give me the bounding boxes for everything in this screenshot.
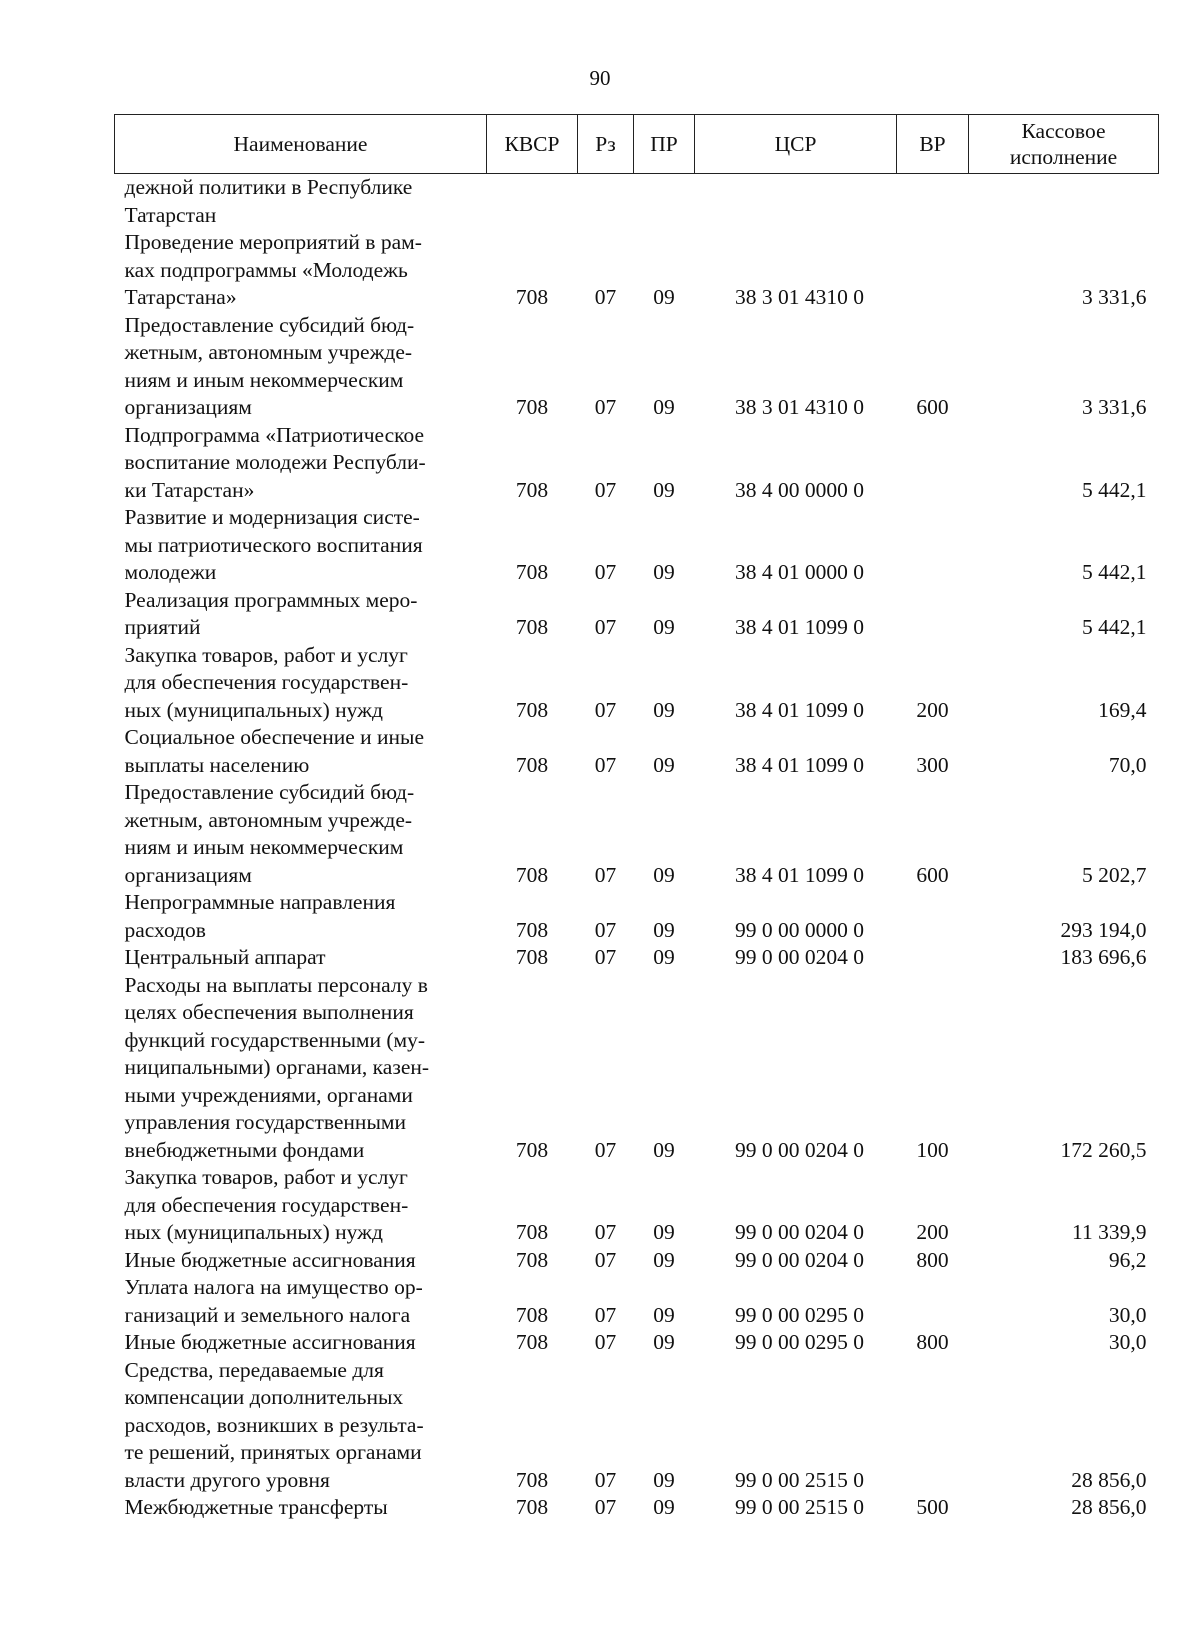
rz-cell: 07	[594, 477, 617, 502]
name-cell	[115, 889, 487, 944]
name-line: Иные бюджетные ассигнования	[124, 1247, 416, 1272]
name-line: управления государственными	[124, 1110, 406, 1134]
pr-cell: 09	[653, 1137, 675, 1162]
page-number: 90	[589, 66, 611, 90]
table-row	[115, 1357, 1159, 1495]
cash-execution-cell: 70,0	[1108, 752, 1147, 777]
header-name: Наименование	[115, 115, 487, 174]
name-line: Развитие и модернизация систе-	[124, 505, 420, 529]
vr-cell: 600	[916, 862, 949, 887]
name-line: расходов	[124, 917, 206, 942]
rz-cell: 07	[594, 1220, 617, 1244]
csr-cell: 38 4 01 0000 0	[735, 560, 864, 584]
csr-cell: 38 3 01 4310 0	[735, 285, 864, 309]
pr-cell: 09	[653, 862, 675, 887]
name-line: организациям	[124, 862, 252, 887]
name-line: для обеспечения государствен-	[124, 1192, 409, 1217]
vr-cell	[897, 422, 969, 505]
table-row	[115, 1274, 1159, 1329]
budget-table	[114, 114, 1159, 1522]
vr-cell: 800	[916, 1330, 949, 1354]
kvsr-cell: 708	[515, 945, 549, 969]
csr-cell: 38 4 01 1099 0	[735, 752, 864, 777]
pr-cell: 09	[653, 1495, 675, 1519]
pr-cell: 09	[653, 697, 675, 722]
name-line: функций государственными (му-	[124, 1027, 426, 1052]
name-cell	[115, 504, 487, 587]
rz-cell: 07	[594, 615, 617, 639]
header-vr: ВР	[897, 115, 969, 174]
name-line: ными учреждениями, органами	[124, 1082, 413, 1107]
csr-cell: 99 0 00 0000 0	[735, 917, 864, 942]
rz-cell: 07	[594, 1247, 617, 1272]
kvsr-cell: 708	[515, 477, 549, 502]
name-line: приятий	[124, 615, 201, 639]
table-row	[115, 1494, 1159, 1522]
rz-cell: 07	[594, 395, 617, 419]
table-row	[115, 422, 1159, 505]
csr-cell: 99 0 00 0295 0	[735, 1330, 864, 1354]
name-cell	[115, 972, 487, 1165]
kvsr-cell: 708	[515, 615, 549, 639]
name-line: жетным, автономным учрежде-	[124, 340, 413, 364]
kvsr-cell: 708	[515, 1247, 549, 1272]
name-line: Закупка товаров, работ и услуг	[124, 1165, 408, 1189]
csr-cell: 99 0 00 0204 0	[735, 1220, 864, 1244]
cash-execution-cell: 172 260,5	[1060, 1137, 1147, 1162]
vr-cell: 100	[916, 1137, 949, 1162]
name-line: те решений, принятых органами	[124, 1440, 422, 1464]
name-line: компенсации дополнительных	[124, 1385, 404, 1409]
name-line: Непрограммные направления	[124, 890, 396, 914]
vr-cell	[897, 174, 969, 230]
name-line: ганизаций и земельного налога	[124, 1302, 411, 1327]
pr-cell: 09	[653, 615, 675, 639]
kvsr-cell: 708	[515, 1220, 549, 1244]
rz-cell: 07	[594, 285, 617, 309]
name-line: Проведение мероприятий в рам-	[124, 230, 422, 254]
rz-cell: 07	[594, 560, 617, 584]
pr-cell: 09	[653, 1302, 675, 1327]
pr-cell: 09	[653, 945, 675, 969]
table-row	[115, 1329, 1159, 1357]
pr-cell: 09	[653, 1467, 675, 1492]
kvsr-cell: 708	[515, 697, 549, 722]
name-line: ках подпрограммы «Молодежь	[124, 257, 408, 282]
kvsr-cell: 708	[515, 917, 549, 942]
rz-cell: 07	[594, 1302, 617, 1327]
rz-cell: 07	[594, 862, 617, 887]
csr-cell: 99 0 00 2515 0	[735, 1467, 864, 1492]
name-line: ки Татарстан»	[124, 477, 255, 502]
name-cell	[115, 1274, 487, 1329]
kvsr-cell: 708	[515, 285, 549, 309]
vr-cell: 200	[916, 697, 949, 722]
table-body	[115, 174, 1159, 1522]
name-line: расходов, возникших в результа-	[124, 1412, 424, 1437]
name-line: дежной политики в Республике	[124, 175, 413, 199]
name-cell	[115, 642, 487, 725]
table-header	[115, 115, 1159, 174]
table-row	[115, 944, 1159, 972]
name-cell	[115, 229, 487, 312]
name-line: Межбюджетные трансферты	[124, 1495, 388, 1519]
header-cash-execution-line2: исполнение	[1009, 145, 1118, 169]
cash-execution-cell: 5 442,1	[1082, 615, 1147, 639]
name-line: для обеспечения государствен-	[124, 670, 409, 694]
cash-execution-cell: 293 194,0	[1060, 917, 1147, 942]
vr-cell	[897, 1357, 969, 1495]
name-line: Закупка товаров, работ и услуг	[124, 642, 408, 667]
kvsr-cell: 708	[515, 862, 549, 887]
csr-cell: 99 0 00 0295 0	[735, 1302, 864, 1327]
name-line: Реализация программных меро-	[124, 587, 418, 612]
rz-cell: 07	[594, 1495, 617, 1519]
name-line: воспитание молодежи Республи-	[124, 450, 426, 474]
cash-execution-cell: 30,0	[1108, 1302, 1147, 1327]
cash-execution-cell	[969, 174, 1159, 230]
kvsr-cell: 708	[515, 395, 549, 419]
kvsr-cell: 708	[515, 1467, 549, 1492]
name-line: Татарстана»	[124, 285, 237, 309]
pr-cell: 09	[653, 395, 675, 419]
cash-execution-cell: 5 202,7	[1082, 862, 1147, 887]
cash-execution-cell: 30,0	[1108, 1330, 1147, 1354]
header-pr: ПР	[634, 115, 695, 174]
vr-cell: 200	[916, 1220, 949, 1244]
name-line: ниям и иным некоммерческим	[124, 835, 404, 859]
name-line: молодежи	[124, 560, 217, 584]
name-cell	[115, 1494, 487, 1522]
cash-execution-cell: 5 442,1	[1082, 560, 1147, 584]
table-row	[115, 779, 1159, 889]
header-kvsr: КВСР	[487, 115, 578, 174]
pr-cell: 09	[653, 1330, 675, 1354]
rz-cell: 07	[594, 945, 617, 969]
csr-cell: 99 0 00 0204 0	[735, 1247, 864, 1272]
cash-execution-cell: 96,2	[1108, 1247, 1147, 1272]
name-line: выплаты населению	[124, 752, 310, 777]
cash-execution-cell: 5 442,1	[1082, 477, 1147, 502]
vr-cell: 600	[916, 395, 949, 419]
name-cell	[115, 174, 487, 230]
name-cell	[115, 779, 487, 889]
header-cash-execution	[969, 115, 1159, 174]
csr-cell: 38 4 00 0000 0	[735, 477, 864, 502]
name-cell	[115, 312, 487, 422]
pr-cell: 09	[653, 1247, 675, 1272]
name-cell	[115, 422, 487, 505]
vr-cell	[897, 889, 969, 944]
name-line: Уплата налога на имущество ор-	[124, 1275, 423, 1299]
cash-execution-cell: 28 856,0	[1071, 1495, 1147, 1519]
pr-cell	[634, 174, 695, 230]
csr-cell: 99 0 00 0204 0	[735, 1137, 864, 1162]
name-line: Социальное обеспечение и иные	[124, 725, 425, 749]
name-line: ных (муниципальных) нужд	[124, 697, 383, 722]
table-row	[115, 1164, 1159, 1247]
name-line: Предоставление субсидий бюд-	[124, 312, 415, 337]
name-cell	[115, 587, 487, 642]
pr-cell: 09	[653, 285, 675, 309]
name-line: ниципальными) органами, казен-	[124, 1055, 430, 1079]
vr-cell	[897, 587, 969, 642]
vr-cell	[897, 944, 969, 972]
name-line: ниям и иным некоммерческим	[124, 367, 404, 392]
table-row	[115, 174, 1159, 230]
table-row	[115, 229, 1159, 312]
table-row	[115, 724, 1159, 779]
pr-cell: 09	[653, 752, 675, 777]
pr-cell: 09	[653, 917, 675, 942]
kvsr-cell: 708	[515, 1330, 549, 1354]
name-line: власти другого уровня	[124, 1467, 330, 1492]
rz-cell: 07	[594, 1137, 617, 1162]
csr-cell: 38 3 01 4310 0	[735, 395, 864, 419]
name-line: Татарстан	[124, 202, 217, 227]
name-line: внебюджетными фондами	[124, 1137, 365, 1162]
kvsr-cell: 708	[515, 560, 549, 584]
csr-cell: 99 0 00 0204 0	[735, 945, 864, 969]
rz-cell	[578, 174, 634, 230]
header-rz: Рз	[578, 115, 634, 174]
table-row	[115, 972, 1159, 1165]
csr-cell: 38 4 01 1099 0	[735, 615, 864, 639]
vr-cell	[897, 504, 969, 587]
name-cell	[115, 724, 487, 779]
table-row	[115, 504, 1159, 587]
name-line: жетным, автономным учрежде-	[124, 807, 413, 832]
table-row	[115, 587, 1159, 642]
rz-cell: 07	[594, 697, 617, 722]
name-line: Расходы на выплаты персоналу в	[124, 972, 428, 997]
name-line: Иные бюджетные ассигнования	[124, 1330, 416, 1354]
name-cell	[115, 1164, 487, 1247]
name-line: Средства, передаваемые для	[124, 1357, 384, 1382]
name-line: целях обеспечения выполнения	[124, 1000, 414, 1024]
cash-execution-cell: 28 856,0	[1071, 1467, 1147, 1492]
vr-cell: 800	[916, 1247, 949, 1272]
name-cell	[115, 944, 487, 972]
vr-cell: 300	[916, 752, 949, 777]
name-cell	[115, 1329, 487, 1357]
vr-cell: 500	[916, 1495, 949, 1519]
pr-cell: 09	[653, 477, 675, 502]
name-cell	[115, 1357, 487, 1495]
vr-cell	[897, 229, 969, 312]
name-line: Предоставление субсидий бюд-	[124, 780, 415, 804]
cash-execution-cell: 169,4	[1098, 697, 1147, 722]
csr-cell: 38 4 01 1099 0	[735, 697, 864, 722]
header-cash-execution-line1: Кассовое	[1021, 119, 1106, 143]
name-line: Подпрограмма «Патриотическое	[124, 422, 425, 447]
kvsr-cell: 708	[515, 1302, 549, 1327]
name-line: мы патриотического воспитания	[124, 532, 423, 557]
rz-cell: 07	[594, 1467, 617, 1492]
table-row	[115, 1247, 1159, 1275]
rz-cell: 07	[594, 1330, 617, 1354]
name-line: организациям	[124, 395, 252, 419]
kvsr-cell	[487, 174, 578, 230]
kvsr-cell: 708	[515, 752, 549, 777]
csr-cell: 38 4 01 1099 0	[735, 862, 864, 887]
rz-cell: 07	[594, 917, 617, 942]
header-csr: ЦСР	[695, 115, 897, 174]
name-line: ных (муниципальных) нужд	[124, 1220, 383, 1244]
table-row	[115, 642, 1159, 725]
csr-cell	[695, 174, 897, 230]
table-row	[115, 312, 1159, 422]
pr-cell: 09	[653, 560, 675, 584]
kvsr-cell: 708	[515, 1495, 549, 1519]
name-cell	[115, 1247, 487, 1275]
cash-execution-cell: 3 331,6	[1082, 285, 1147, 309]
table-row	[115, 889, 1159, 944]
pr-cell: 09	[653, 1220, 675, 1244]
rz-cell: 07	[594, 752, 617, 777]
cash-execution-cell: 11 339,9	[1072, 1220, 1147, 1244]
vr-cell	[897, 1274, 969, 1329]
cash-execution-cell: 183 696,6	[1060, 945, 1147, 969]
name-line: Центральный аппарат	[124, 945, 326, 969]
csr-cell: 99 0 00 2515 0	[735, 1495, 864, 1519]
kvsr-cell: 708	[515, 1137, 549, 1162]
cash-execution-cell: 3 331,6	[1082, 395, 1147, 419]
